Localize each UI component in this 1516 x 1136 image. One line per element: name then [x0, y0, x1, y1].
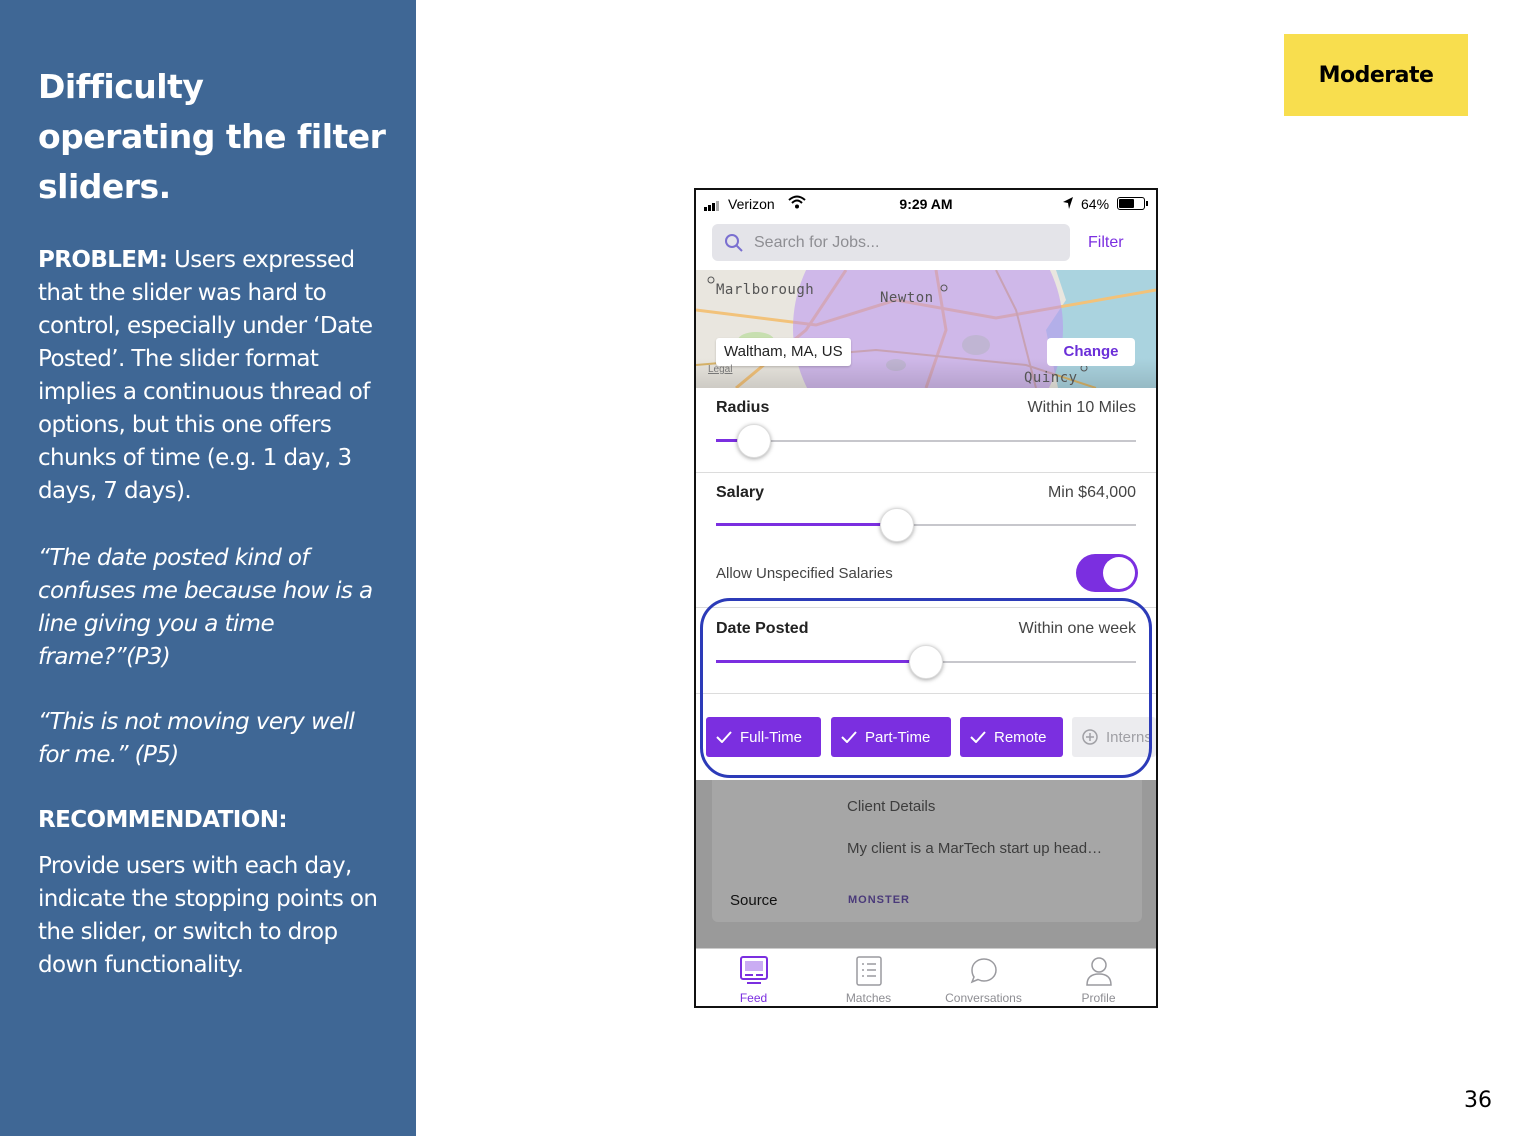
- salary-slider[interactable]: [716, 508, 1136, 542]
- tab-conversations[interactable]: [926, 955, 1041, 1005]
- recommendation-text: Provide users with each day, indicate the stopping points on the slider, or switch to drop down functionality.: [38, 853, 378, 978]
- location-arrow-icon: [1062, 196, 1074, 210]
- problem-label: PROBLEM:: [38, 247, 168, 273]
- map-view[interactable]: [696, 270, 1156, 388]
- list-icon: [854, 955, 884, 987]
- tab-label: Matches: [845, 991, 892, 1005]
- problem-text: Users expressed that the slider was hard to control, especially under ‘Date Posted’. The slider format implies a continuous thread of options, but this one offers chunks of time (e.g. 1 day, 3 days, 7 days).: [38, 247, 373, 504]
- location-label: Waltham, MA, US: [716, 338, 851, 366]
- client-details-heading: Client Details: [847, 798, 936, 815]
- chip-label: Interns: [1106, 728, 1152, 746]
- map-legal-link[interactable]: Legal: [708, 364, 733, 375]
- job-snippet: My client is a MarTech start up head…: [847, 840, 1103, 857]
- salary-slider-thumb[interactable]: [880, 508, 914, 542]
- tab-bar: [696, 948, 1156, 1008]
- status-bar: [696, 190, 1156, 216]
- quote-p5: “This is not moving very well for me.” (P5): [38, 709, 355, 768]
- slide-title: Difficulty operating the filter sliders.: [38, 67, 386, 206]
- chip-label: Remote: [994, 728, 1047, 746]
- map-place-label: Quincy: [1024, 370, 1078, 386]
- radius-slider[interactable]: [716, 424, 1136, 458]
- search-icon: [724, 233, 744, 253]
- radius-value: Within 10 Miles: [1027, 399, 1136, 416]
- radius-label: Radius: [716, 399, 770, 416]
- search-placeholder: Search for Jobs...: [754, 234, 880, 251]
- salary-value: Min $64,000: [1047, 484, 1136, 501]
- dimmed-feed: [696, 780, 1156, 948]
- map-place-label: Newton: [880, 290, 934, 306]
- phone-screenshot: [694, 188, 1158, 1008]
- search-input[interactable]: [712, 224, 1070, 261]
- tab-label: Feed: [739, 991, 768, 1005]
- problem-paragraph: [38, 244, 388, 508]
- tab-label: Profile: [1081, 991, 1116, 1005]
- date-posted-value: Within one week: [1018, 620, 1136, 637]
- recommendation-label: RECOMMENDATION:: [38, 807, 287, 833]
- severity-badge: Moderate: [1284, 34, 1468, 116]
- tab-label: Conversations: [945, 991, 1022, 1005]
- chip-label: Part-Time: [865, 728, 931, 746]
- tab-feed[interactable]: [696, 955, 811, 1005]
- radius-slider-thumb[interactable]: [737, 424, 771, 458]
- monster-logo: MONSTER: [848, 894, 910, 906]
- unspecified-salaries-toggle[interactable]: [1076, 554, 1138, 592]
- battery-percent: 64%: [1081, 196, 1110, 212]
- tab-profile[interactable]: [1041, 955, 1156, 1005]
- unspecified-salaries-label: Allow Unspecified Salaries: [716, 565, 893, 582]
- feed-icon: [739, 955, 769, 987]
- job-card[interactable]: [712, 780, 1142, 922]
- highlight-annotation: [700, 598, 1152, 778]
- date-posted-label: Date Posted: [716, 620, 809, 637]
- clock: 9:29 AM: [899, 196, 953, 212]
- person-icon: [1084, 955, 1114, 987]
- tab-matches[interactable]: [811, 955, 926, 1005]
- filter-button[interactable]: Filter: [1088, 234, 1124, 251]
- page-number: 36: [1464, 1088, 1492, 1113]
- battery-icon: [1117, 197, 1145, 210]
- quote-p3: “The date posted kind of confuses me because how is a line giving you a time frame?”(P3): [38, 545, 373, 670]
- source-label: Source: [730, 892, 778, 909]
- chip-label: Full-Time: [740, 728, 802, 746]
- carrier-label: Verizon: [728, 196, 775, 212]
- map-place-label: Marlborough: [716, 282, 815, 298]
- change-location-button[interactable]: Change: [1047, 338, 1135, 366]
- salary-label: Salary: [716, 484, 765, 501]
- chat-bubble-icon: [969, 955, 999, 987]
- left-panel: [0, 0, 416, 1136]
